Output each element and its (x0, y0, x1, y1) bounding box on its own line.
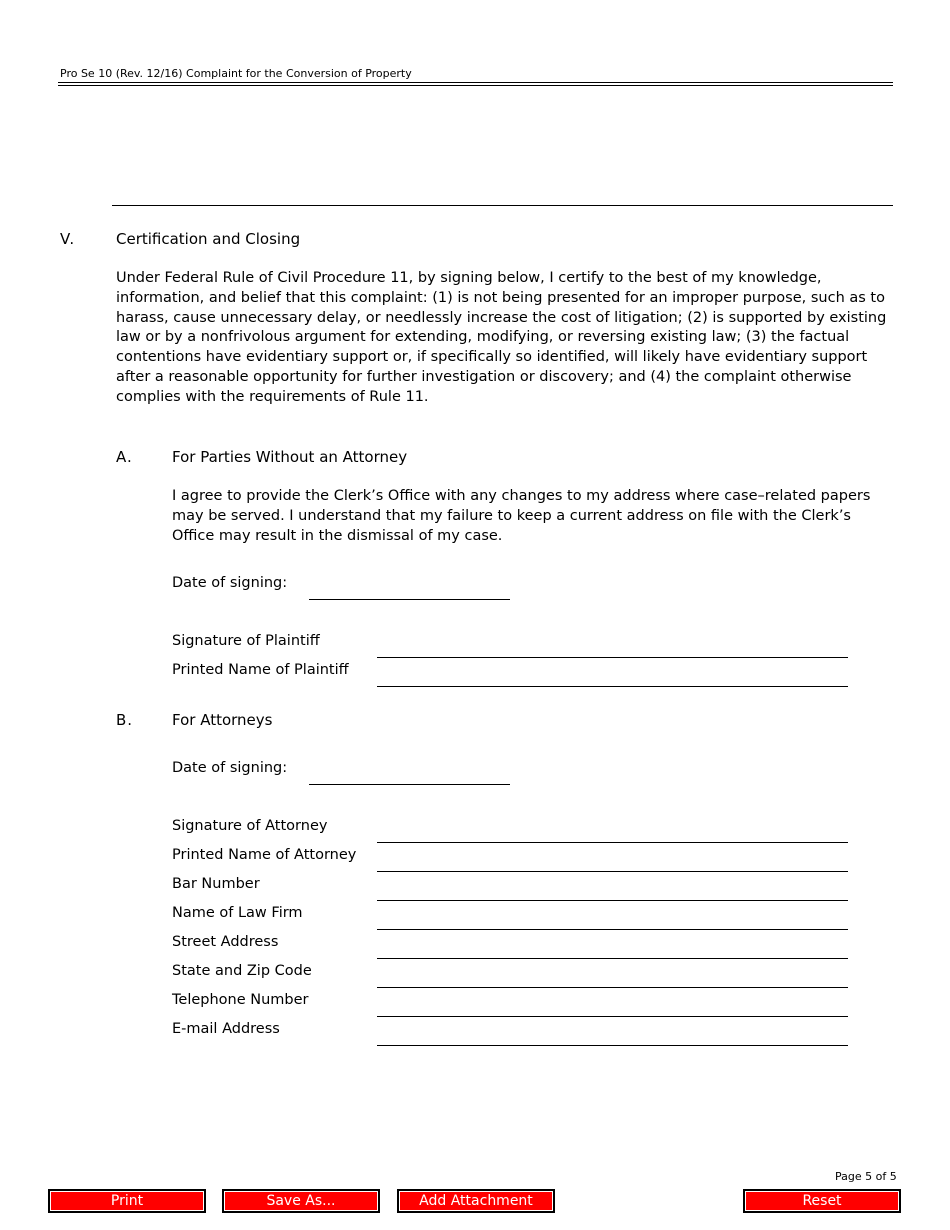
law-firm-label: Name of Law Firm (172, 905, 303, 921)
section-v-number: V. (60, 230, 76, 248)
section-a-letter: A. (116, 448, 133, 466)
section-v-title: Certification and Closing (116, 230, 301, 248)
section-a-address-text: I agree to provide the Clerk’s Office with any changes to my address where case–related papers may be served. I understand that my failure to keep a current address on file with the Clerk’s Office may result in the dismissal of my case. (172, 488, 871, 544)
plaintiff-date-label: Date of signing: (172, 575, 288, 591)
section-b-letter: B. (116, 711, 134, 729)
street-address-field[interactable] (377, 958, 848, 959)
attorney-signature-label: Signature of Attorney (172, 818, 328, 834)
state-zip-field[interactable] (377, 987, 848, 988)
plaintiff-signature-label: Signature of Plaintiff (172, 633, 320, 649)
save-as-button[interactable]: Save As... (222, 1189, 380, 1213)
attorney-signature-field[interactable] (377, 842, 848, 843)
section-a-title: For Parties Without an Attorney (172, 448, 408, 466)
telephone-field[interactable] (377, 1016, 848, 1017)
plaintiff-signature-field[interactable] (377, 657, 848, 658)
street-address-label: Street Address (172, 934, 279, 950)
header-rule-top (58, 82, 893, 83)
add-attachment-button[interactable]: Add Attachment (397, 1189, 555, 1213)
section-b-title: For Attorneys (172, 711, 273, 729)
attorney-printed-name-field[interactable] (377, 871, 848, 872)
attorney-date-field[interactable] (309, 784, 510, 785)
telephone-label: Telephone Number (172, 992, 309, 1008)
previous-section-field-line[interactable] (112, 205, 893, 206)
attorney-printed-name-label: Printed Name of Attorney (172, 847, 357, 863)
email-label: E-mail Address (172, 1021, 280, 1037)
bar-number-field[interactable] (377, 900, 848, 901)
header-rule-bottom (58, 85, 893, 86)
form-header-title: Pro Se 10 (Rev. 12/16) Complaint for the Conversion of Property (60, 67, 412, 80)
print-button[interactable]: Print (48, 1189, 206, 1213)
bar-number-label: Bar Number (172, 876, 260, 892)
attorney-date-label: Date of signing: (172, 760, 288, 776)
law-firm-field[interactable] (377, 929, 848, 930)
plaintiff-date-field[interactable] (309, 599, 510, 600)
plaintiff-printed-name-field[interactable] (377, 686, 848, 687)
section-v-certification-text: Under Federal Rule of Civil Procedure 11, by signing below, I certify to the best of my knowledge, information, and belief that this complaint: (1) is not being presented for an improper purpose, such as to harass, cause unnecessary delay, or needlessly increase the cost of litigation; (2) is supported by existing law or by a nonfrivolous argument for extending, modifying, or reversing existing law; (3) the factual contentions have evidentiary support or, if specifically so identified, will likely have evidentiary support after a reasonable opportunity for further investigation or discovery; and (4) the complaint otherwise complies with the requirements of Rule 11. (116, 270, 887, 405)
reset-button[interactable]: Reset (743, 1189, 901, 1213)
plaintiff-printed-name-label: Printed Name of Plaintiff (172, 662, 349, 678)
state-zip-label: State and Zip Code (172, 963, 312, 979)
email-field[interactable] (377, 1045, 848, 1046)
page-number: Page 5 of 5 (835, 1170, 897, 1183)
